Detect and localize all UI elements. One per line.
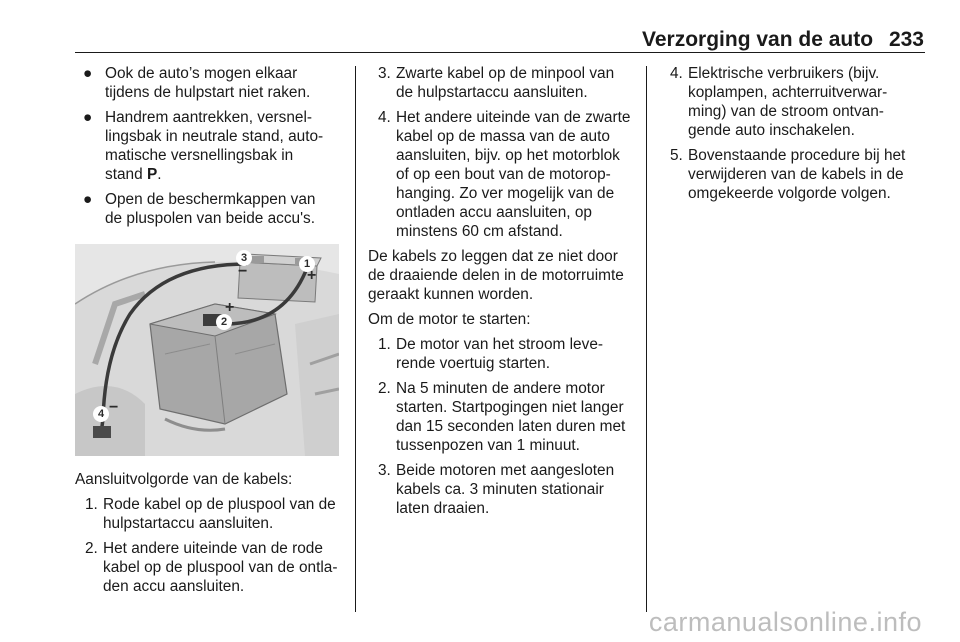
step-line: De motor van het stroom leve- — [396, 336, 603, 353]
step-line: Bovenstaande procedure bij het — [688, 147, 906, 164]
paragraph-line: De kabels zo leggen dat ze niet door — [368, 248, 618, 265]
step-number: 4. — [670, 65, 683, 82]
column-2 — [368, 64, 638, 524]
bullet-line: Handrem aantrekken, versnel- — [105, 109, 313, 126]
step-line: starten. Startpogingen niet langer — [396, 399, 624, 416]
gear-position-p: P — [146, 166, 158, 183]
step-line: of op een bout van de motorop- — [396, 166, 611, 183]
step-line: aansluiten, bijv. op het motorblok — [396, 147, 620, 164]
step-line: rende voertuig starten. — [396, 355, 550, 372]
bullet-line: Open de beschermkappen van — [105, 191, 316, 208]
header-rule — [75, 52, 925, 53]
step-item — [660, 146, 926, 203]
column-divider-1 — [355, 66, 356, 612]
step-line: kabels ca. 3 minuten stationair — [396, 481, 604, 498]
polarity-plus-1: + — [307, 267, 317, 284]
column-3 — [660, 64, 926, 209]
bullet-item-2 — [75, 108, 347, 184]
engine-bay-illustration — [75, 244, 339, 456]
callout-3: 3 — [236, 250, 252, 266]
page-number: 233 — [888, 28, 924, 51]
step-number: 2. — [85, 540, 98, 557]
step-line: laten draaien. — [396, 500, 490, 517]
paragraph-line: geraakt kunnen worden. — [368, 286, 534, 303]
callout-4: 4 — [93, 406, 109, 422]
step-line: Het andere uiteinde van de zwarte — [396, 109, 631, 126]
paragraph — [368, 247, 638, 304]
step-line: Na 5 minuten de andere motor — [396, 380, 605, 397]
step-line: dan 15 seconden laten duren met — [396, 418, 626, 435]
bullet-icon: ● — [83, 65, 93, 82]
paragraph-line: Om de motor te starten: — [368, 311, 531, 328]
step-number: 1. — [378, 336, 391, 353]
step-line: kabel op de pluspool van de ontla- — [103, 559, 338, 576]
polarity-minus-3: − — [238, 263, 248, 280]
step-line: den accu aansluiten. — [103, 578, 245, 595]
polarity-minus-4: − — [109, 399, 119, 416]
step-line: verwijderen van de kabels in de — [688, 166, 904, 183]
paragraph — [368, 310, 638, 329]
step-item — [660, 64, 926, 140]
bullet-line: lingsbak in neutrale stand, auto- — [105, 128, 324, 145]
header-title: Verzorging van de auto — [642, 28, 874, 51]
step-line: hanging. Zo ver mogelijk van de — [396, 185, 615, 202]
step-number: 3. — [378, 65, 391, 82]
step-item — [368, 108, 638, 241]
paragraph-line: de draaiende delen in de motorruimte — [368, 267, 624, 284]
step-item — [368, 64, 638, 102]
step-item — [75, 495, 347, 533]
step-number: 3. — [378, 462, 391, 479]
step-number: 1. — [85, 496, 98, 513]
step-item — [368, 335, 638, 373]
bullet-icon: ● — [83, 109, 93, 126]
step-number: 5. — [670, 147, 683, 164]
step-line: Beide motoren met aangesloten — [396, 462, 615, 479]
bullet-line: de pluspolen van beide accu's. — [105, 210, 316, 227]
step-line: Elektrische verbruikers (bijv. — [688, 65, 880, 82]
jump-start-figure — [75, 244, 339, 456]
step-line: kabel op de massa van de auto — [396, 128, 610, 145]
step-item — [368, 379, 638, 455]
bullet-line: matische versnellingsbak in — [105, 147, 294, 164]
step-line: Zwarte kabel op de minpool van — [396, 65, 615, 82]
step-line: de hulpstartaccu aansluiten. — [396, 84, 588, 101]
callout-2: 2 — [216, 314, 232, 330]
callout-1: 1 — [299, 256, 315, 272]
step-line: Rode kabel op de pluspool van de — [103, 496, 336, 513]
bullet-icon: ● — [83, 191, 93, 208]
polarity-plus-2: + — [225, 299, 235, 316]
step-number: 2. — [378, 380, 391, 397]
bullet-line: Ook de auto’s mogen elkaar — [105, 65, 298, 82]
step-line: Het andere uiteinde van de rode — [103, 540, 323, 557]
bullet-line — [105, 165, 347, 184]
figure-caption: Aansluitvolgorde van de kabels: — [75, 471, 293, 488]
step-item — [368, 461, 638, 518]
step-line: hulpstartaccu aansluiten. — [103, 515, 274, 532]
column-1 — [75, 64, 347, 602]
watermark: carmanualsonline.info — [648, 607, 922, 637]
text-fragment: stand — [105, 166, 147, 183]
bullet-line: tijdens de hulpstart niet raken. — [105, 84, 311, 101]
step-line: tussenpozen van 1 minuut. — [396, 437, 580, 454]
bullet-item-3 — [75, 190, 347, 228]
step-line: ming) van de stroom ontvan- — [688, 103, 884, 120]
step-number: 4. — [378, 109, 391, 126]
column-divider-2 — [646, 66, 647, 612]
step-line: koplampen, achterruitverwar- — [688, 84, 888, 101]
bullet-item-1 — [75, 64, 347, 102]
step-item — [75, 539, 347, 596]
step-line: omgekeerde volgorde volgen. — [688, 185, 891, 202]
step-line: minstens 60 cm afstand. — [396, 223, 563, 240]
text-fragment: . — [157, 166, 162, 183]
step-line: ontladen accu aansluiten, op — [396, 204, 592, 221]
step-line: gende auto inschakelen. — [688, 122, 855, 139]
